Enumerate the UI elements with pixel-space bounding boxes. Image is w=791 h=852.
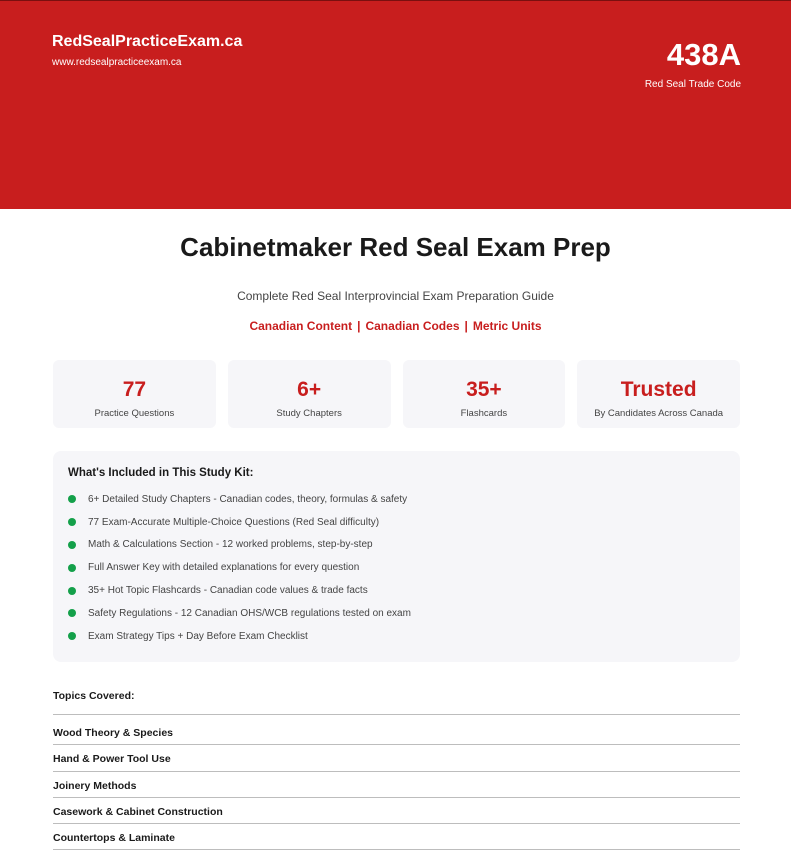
list-item <box>68 579 725 602</box>
list-item-text: Full Answer Key with detailed explanations for every question <box>88 562 360 574</box>
page-title: Cabinetmaker Red Seal Exam Prep <box>180 232 611 262</box>
list-item-text: 6+ Detailed Study Chapters - Canadian codes, theory, formulas & safety <box>88 493 408 505</box>
trade-code: 438A <box>666 37 741 72</box>
content-tags <box>0 319 791 333</box>
stat-value: 77 <box>122 378 147 401</box>
green-bullet-icon <box>68 632 76 640</box>
topic-item: Joinery Methods <box>53 772 740 798</box>
topic-item: Hand & Power Tool Use <box>53 745 740 771</box>
stat-value: 6+ <box>297 378 322 401</box>
topic-item: Countertops & Laminate <box>53 824 740 850</box>
stat-card-questions <box>53 360 216 428</box>
topic-item: Casework & Cabinet Construction <box>53 798 740 824</box>
list-item <box>68 556 725 579</box>
stat-value: 35+ <box>466 378 502 401</box>
green-bullet-icon <box>68 495 76 503</box>
list-item <box>68 488 725 511</box>
topic-item: Wood Theory & Species <box>53 719 740 745</box>
list-item-text: Exam Strategy Tips + Day Before Exam Checklist <box>88 630 308 642</box>
stats-row <box>53 360 740 428</box>
study-kit-title: What's Included in This Study Kit: <box>68 467 254 479</box>
stat-label: By Candidates Across Canada <box>594 408 724 419</box>
stat-card-trusted <box>577 360 740 428</box>
brand-url[interactable]: www.redsealpracticeexam.ca <box>52 57 182 68</box>
stat-label: Flashcards <box>460 408 508 419</box>
page-subtitle: Complete Red Seal Interprovincial Exam Preparation Guide <box>237 289 554 303</box>
stat-card-chapters <box>228 360 391 428</box>
topics-list <box>53 719 740 850</box>
list-item <box>68 625 725 648</box>
stat-label: Study Chapters <box>276 408 342 419</box>
stat-label: Practice Questions <box>94 408 175 419</box>
topics-title: Topics Covered: <box>53 690 135 702</box>
list-item-text: 35+ Hot Topic Flashcards - Canadian code values & trade facts <box>88 585 368 597</box>
brand-name[interactable]: RedSealPracticeExam.ca <box>52 33 243 50</box>
tag-canadian-content: Canadian Content <box>249 319 353 333</box>
list-item <box>68 511 725 534</box>
tag-metric-units: Metric Units <box>472 319 542 333</box>
header-banner <box>0 0 791 209</box>
list-item <box>68 602 725 625</box>
tag-separator: | <box>357 319 361 333</box>
list-item-text: Safety Regulations - 12 Canadian OHS/WCB regulations tested on exam <box>88 607 411 619</box>
tag-canadian-codes: Canadian Codes <box>365 319 460 333</box>
tag-separator: | <box>464 319 468 333</box>
green-bullet-icon <box>68 518 76 526</box>
list-item-text: 77 Exam-Accurate Multiple-Choice Questions (Red Seal difficulty) <box>88 516 380 528</box>
green-bullet-icon <box>68 564 76 572</box>
stat-card-flashcards <box>403 360 566 428</box>
green-bullet-icon <box>68 541 76 549</box>
stat-value: Trusted <box>620 378 697 401</box>
trade-code-block <box>645 37 741 90</box>
green-bullet-icon <box>68 609 76 617</box>
trade-code-label: Red Seal Trade Code <box>644 79 741 90</box>
green-bullet-icon <box>68 587 76 595</box>
list-item <box>68 534 725 557</box>
divider <box>53 714 740 715</box>
study-kit-panel <box>53 451 740 662</box>
list-item-text: Math & Calculations Section - 12 worked problems, step-by-step <box>88 539 373 551</box>
